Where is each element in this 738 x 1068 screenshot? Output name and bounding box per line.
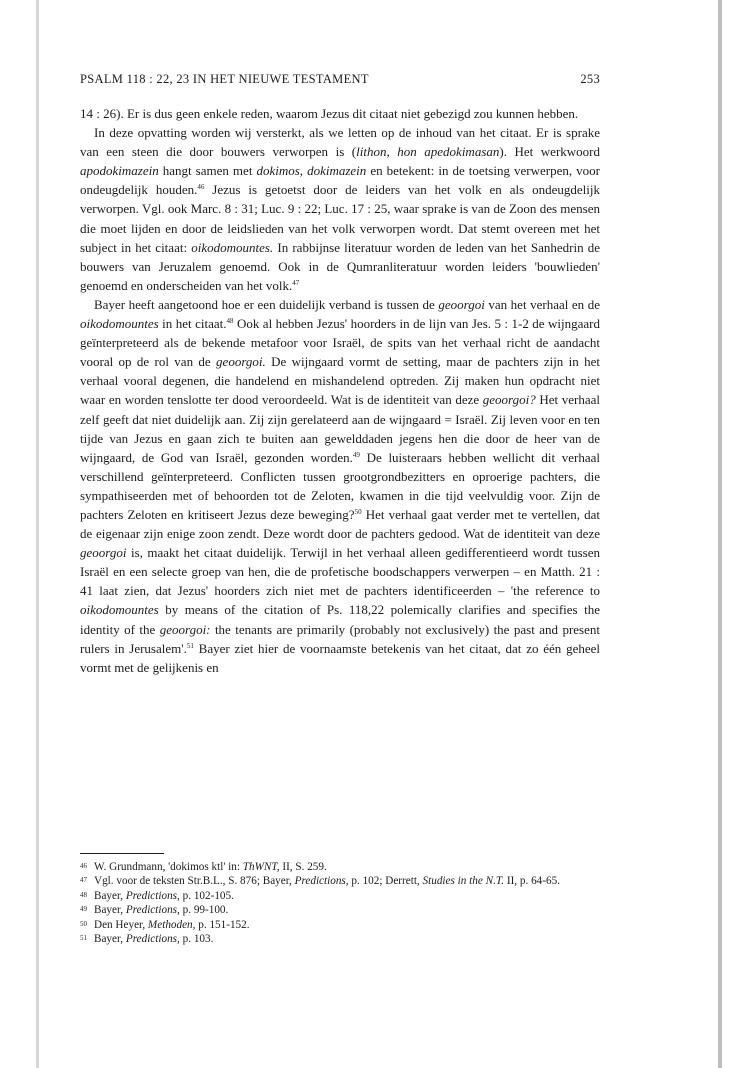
italic-text: geoorgoi? <box>482 392 536 408</box>
text-run: II, p. 64-65. <box>504 875 560 888</box>
running-head <box>80 72 600 90</box>
text-run: p. 99-100. <box>179 904 229 917</box>
text-run: en betekent: in de toetsing verwerpen, voor ondeugdelijk houden. <box>80 163 600 198</box>
italic-text: geoorgoi <box>80 545 127 561</box>
footnote-number: 47 <box>80 876 87 885</box>
footnote-reference: 49 <box>352 450 360 459</box>
scan-right-edge <box>718 0 722 1068</box>
scan-left-edge <box>36 0 39 1068</box>
body-text <box>80 104 600 677</box>
italic-text: Predictions, <box>294 875 349 888</box>
text-run: by means of the citation of Ps. 118,22 polemically clarifies and specifies the identity of the <box>80 602 600 637</box>
text-run: Bayer, <box>94 933 126 946</box>
italic-text: Predictions, <box>125 889 180 902</box>
italic-text: dokimos, dokimazein <box>256 163 367 179</box>
text-run: De luisteraars hebben wellicht dit verhaal verschillend geïnterpreteerd. Conflicten tussen grootgrondbezitters en oproerige pachters, die sympathiseerden met of behoorden tot de Zeloten, kwamen in die tijd veelvuldig voor. Zijn de pachters Zeloten en kritiseert Jezus deze beweging? <box>80 449 600 522</box>
text-run: hangt samen met <box>158 163 257 179</box>
italic-text: Predictions, <box>125 933 180 946</box>
text-run: Bayer heeft aangetoond hoe er een duidelijk verband is tussen de <box>94 296 439 312</box>
text-run: Vgl. voor de teksten Str.B.L., S. 876; Bayer, <box>94 875 295 888</box>
text-run: Ook al hebben Jezus' hoorders in de lijn van Jes. 5 : 1-2 de wijngaard geïnterpreteerd als de bekende metafoor voor Israël, de spits van het verhaal richt de aandacht vooral op de rol van de <box>80 316 601 370</box>
paragraph <box>80 123 600 295</box>
text-run: Bayer ziet hier de voornaamste betekenis van het citaat, dat zo één geheel vormt met de gelijkenis en <box>80 640 600 675</box>
italic-text: Studies in the N.T. <box>422 875 505 888</box>
italic-text: geoorgoi. <box>216 354 266 370</box>
footnote-reference: 50 <box>354 507 362 516</box>
paragraph <box>80 104 600 123</box>
text-run: ). Het werkwoord <box>499 144 600 160</box>
text-run: In rabbijnse literatuur worden de leden van het Sanhedrin de bouwers van Jeruzalem genoemd. Ook in de Qumranliteratuur worden leiders 'bouwlieden' genoemd en onderscheiden van het volk. <box>80 239 601 293</box>
footnote-reference: 48 <box>226 317 234 326</box>
italic-text: ThWNT, <box>242 861 280 873</box>
text-run: De wijngaard vormt de setting, maar de pachters zijn in het verhaal vooral degenen, die handelend en mishandelend optreden. Zij maken hun opdracht niet waar en worden tenslotte ter dood veroordeeld. Wat is de identiteit van deze <box>80 354 600 408</box>
italic-text: apodokimazein <box>80 163 159 179</box>
italic-text: Methoden, <box>147 918 196 931</box>
text-run: p. 102-105. <box>179 889 234 902</box>
footnote-number: 50 <box>80 919 87 928</box>
text-run: p. 151-152. <box>195 918 250 931</box>
text-run: In deze opvatting worden wij versterkt, als we letten op de inhoud van het citaat. Er is sprake van een steen die door bouwers verworpen is ( <box>80 125 600 160</box>
text-run: p. 102; Derrett, <box>348 875 423 888</box>
text-run: II, S. 259. <box>279 861 327 873</box>
text-run: 14 : 26). Er is dus geen enkele reden, waarom Jezus dit citaat niet gebezigd zou kunnen hebben. <box>80 106 579 121</box>
italic-text: geoorgoi <box>438 296 485 312</box>
text-run: is, maakt het citaat duidelijk. Terwijl in het verhaal alleen gedifferentieerd wordt tussen Israël en een selecte groep van hen, die de profetische boodschappers verwerpen – en Matth. 21 : 41 laat zien, dat Jezus' hoorders zich niet met de pachters identificeerden – 'the reference to <box>80 545 600 599</box>
footnote-number: 48 <box>80 890 87 899</box>
footnote-rule <box>80 853 164 854</box>
footnote-reference: 46 <box>197 183 205 192</box>
text-run: the tenants are primarily (probably not exclusively) the past and present rulers in Jerusalem'. <box>80 621 600 656</box>
text-run: Jezus is getoetst door de leiders van het volk en als ondeugdelijk verworpen. Vgl. ook Marc. 8 : 31; Luc. 9 : 22; Luc. 17 : 25, waar sprake is van de Zoon des mensen die moet lijden en door de leidslieden van het volk verworpen wordt. Dat stemt overeen met het subject in het citaat: <box>80 182 600 255</box>
italic-text: oikodomountes <box>80 316 159 332</box>
footnote <box>80 860 600 874</box>
paragraph <box>80 295 600 677</box>
footnote-reference: 47 <box>292 278 300 287</box>
footnote-number: 49 <box>80 905 87 914</box>
italic-text: oikodomountes. <box>191 239 274 255</box>
text-run: Bayer, <box>94 904 126 917</box>
footnote-number: 46 <box>80 862 87 870</box>
footnote <box>80 903 600 917</box>
italic-text: geoorgoi: <box>159 621 211 637</box>
footnote <box>80 932 600 946</box>
footnote-reference: 51 <box>186 641 194 650</box>
text-run: W. Grundmann, 'dokimos ktl' in: <box>94 861 243 873</box>
footnote <box>80 874 600 888</box>
text-run: Den Heyer, <box>94 918 148 931</box>
running-head-title: PSALM 118 : 22, 23 IN HET NIEUWE TESTAMENT <box>80 72 369 86</box>
footnote <box>80 918 600 932</box>
page-number: 253 <box>580 72 600 86</box>
italic-text: oikodomountes <box>80 602 159 618</box>
footnotes <box>80 860 600 946</box>
footnote <box>80 889 600 903</box>
text-run: Bayer, <box>94 889 126 902</box>
book-page <box>80 0 600 1068</box>
text-run: Het verhaal gaat verder met te vertellen, dat de eigenaar zijn enige zoon zendt. Deze wordt door de pachters gedood. Wat de identiteit van deze <box>80 506 600 542</box>
text-run: van het verhaal en de <box>484 296 600 312</box>
text-run: Het verhaal zelf geeft dat niet duidelijk aan. Zij zijn gerelateerd aan de wijngaard = Israël. Zij leven voor en ten tijde van Jezus en gaan zich te buiten aan gewelddaden jegens hen die door de heer van de wijngaard, de God van Israël, gezonden worden. <box>80 392 600 465</box>
italic-text: lithon, hon apedokimasan <box>356 144 500 160</box>
italic-text: Predictions, <box>125 904 180 917</box>
text-run: in het citaat. <box>158 316 227 332</box>
footnote-number: 51 <box>80 934 87 943</box>
text-run: p. 103. <box>179 933 214 946</box>
